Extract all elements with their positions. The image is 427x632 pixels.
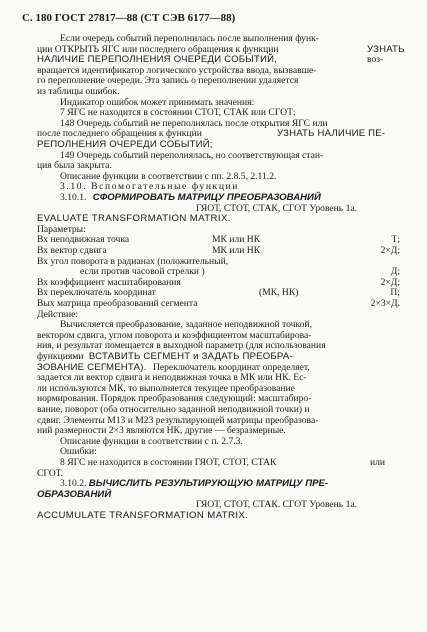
param-row	[37, 299, 400, 310]
text-line: из таблицы ошибок.	[37, 86, 120, 97]
text-span: Вых матрица преобразований сегмента	[37, 298, 198, 309]
text-span: Вх переключатель координат	[37, 287, 156, 299]
text-span: ЗОВАНИЕ СЕГМЕНТА).	[37, 361, 147, 373]
text-span: (МК, НК)	[259, 287, 299, 299]
text-line: вание, поворот (оба относительно заданной неподвижной точки) и	[37, 404, 310, 415]
text-line: Если очередь событий переполнилась после выполнения функ-	[60, 33, 319, 44]
text-line: РЕПОЛНЕНИЯ ОЧЕРЕДИ СОБЫТИЙ;	[37, 139, 213, 150]
text-span: функциями	[37, 351, 84, 362]
text-span: 8 ЯГС не находится в состоянии ГЯОТ, СТОТ, СТАК	[60, 457, 277, 468]
text-line: Вычисляется преобразование, заданное неподвижной точкой,	[60, 319, 312, 331]
text-span: СФОРМИРОВАТЬ МАТРИЦУ ПРЕОБРАЗОВАНИЙ	[92, 192, 321, 203]
text-line: ли используются МК, то выполняется текущее преобразование	[37, 382, 295, 394]
param-row	[37, 246, 400, 257]
text-line	[60, 458, 427, 469]
text-line: 149 Очередь событий переполнялась, но соответствующая стан-	[60, 149, 324, 161]
text-line: ГЯОТ, СТОТ, СТАК, СГОТ Уровень 1а.	[196, 202, 358, 214]
text-span: УЗНАТЬ НАЛИЧИЕ ПЕ-	[277, 128, 386, 140]
text-line: ция была закрыта.	[37, 160, 112, 172]
text-span: или	[370, 457, 386, 468]
text-line: сдвиг. Элементы М13 и М23 результирующей матрицы преобразова-	[37, 414, 319, 426]
text-span: СГОТ.	[37, 467, 63, 479]
text-span: воз-	[367, 54, 384, 66]
text-line: задается ли вектор сдвига и неподвижная точка в МК или НК. Ес-	[37, 372, 307, 384]
english-title: ACCUMULATE TRANSFORMATION MATRIX.	[37, 510, 249, 521]
text-line: ОБРАЗОВАНИЙ	[37, 488, 112, 500]
text-span: МК или НК	[212, 234, 261, 246]
text-line: ний размерности 2×3 являются НК, другие — безразмерные.	[37, 425, 286, 437]
text-line: Ошибки:	[60, 446, 97, 458]
english-title: EVALUATE TRANSFORMATION MATRIX.	[37, 213, 231, 225]
text-line: ния, и результат помещается в выходной параметр (для использования	[37, 340, 326, 352]
text-span: Вх коэффициент масштабирования	[37, 276, 181, 288]
text-span: НАЛИЧИЕ ПЕРЕПОЛНЕНИЯ ОЧЕРЕДИ СОБЫТИЙ,	[37, 54, 278, 66]
text-span: П;	[390, 287, 400, 299]
text-span: 2×Д;	[380, 276, 400, 288]
text-line: Описание функции в соответствии с п. 2.7.3.	[60, 435, 243, 447]
text-line: вращается идентификатор логического устройства ввода, вызвавше-	[37, 64, 317, 76]
text-span: 2×Д;	[380, 245, 400, 256]
text-span: 3.10.1.	[60, 192, 87, 203]
text-span: 3.10.2.	[60, 478, 87, 490]
text-span: если против часовой стрелки )	[80, 266, 205, 278]
text-span: Переключатель координат определяет,	[152, 361, 310, 373]
text-span: после последнего обращения к функции	[37, 128, 202, 140]
text-span: Вх вектор сдвига	[37, 245, 107, 256]
text-line: 148 Очередь событий не переполнялась после открытия ЯГС или	[60, 117, 328, 129]
text-line: Действие:	[37, 308, 79, 320]
text-span: ВСТАВИТЬ СЕГМЕНТ и ЗАДАТЬ ПРЕОБРА-	[88, 351, 293, 362]
text-line: вектором сдвига, углом поворота и коэффициентом масштабирова-	[37, 329, 312, 341]
text-line: нормирования. Порядок преобразования следующий: масштабиро-	[37, 393, 312, 405]
param-row: Вх угол поворота в радианах (положительный,	[37, 255, 229, 267]
text-line: Индикатор ошибок может принимать значения:	[60, 96, 255, 108]
text-line: го переполнение очереди. Эта запись о переполнении удаляется	[37, 75, 299, 87]
text-line: Параметры:	[37, 223, 86, 235]
text-span: Вх неподвижная точка	[37, 234, 130, 246]
text-span: Д;	[390, 266, 400, 278]
text-span: 2×3×Д.	[370, 298, 400, 309]
text-span: ВЫЧИСЛИТЬ РЕЗУЛЬТИРУЮЩУЮ МАТРИЦУ ПРЕ-	[88, 478, 329, 490]
text-span: МК или НК	[212, 245, 261, 256]
text-line: ГЯОТ, СТОТ, СТАК. СГОТ Уровень 1а.	[196, 499, 358, 511]
text-span: УЗНАТЬ	[367, 43, 405, 55]
subsection-heading	[60, 479, 427, 490]
text-span: ции ОТКРЫТЬ ЯГС или последнего обращения к функции	[37, 43, 279, 55]
subsection-heading	[60, 193, 427, 204]
text-line: 7 ЯГС не находится в состоянии СТОТ, СТАК или СГОТ;	[60, 107, 296, 119]
page-header: С. 180 ГОСТ 27817—88 (СТ СЭВ 6177—88)	[22, 12, 236, 24]
section-heading: 3.10. Вспомогательные функции	[60, 181, 240, 193]
text-span: Т;	[391, 234, 400, 246]
text-line: Описание функции в соответствии с пп. 2.8.5, 2.11.2.	[60, 170, 277, 182]
